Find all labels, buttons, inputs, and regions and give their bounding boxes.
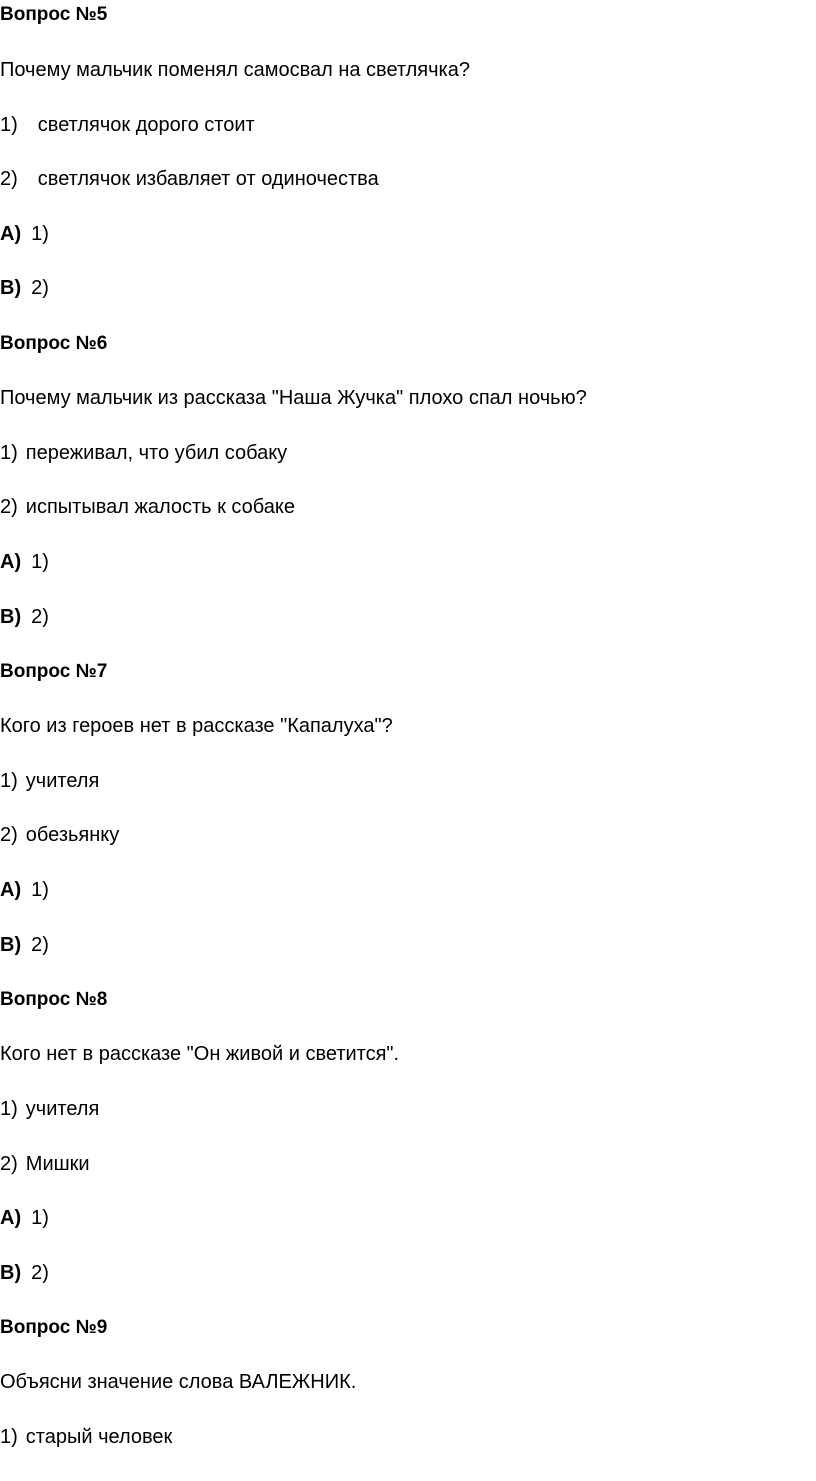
answer-letter: В): [0, 606, 22, 628]
option-text: обезьянку: [25, 824, 120, 846]
question-heading: Вопрос №9: [0, 1317, 108, 1338]
answer-letter: А): [0, 223, 22, 245]
option-number: 1): [0, 1426, 18, 1448]
option-number: 2): [0, 824, 18, 846]
option-number: 1): [0, 114, 18, 136]
question-text: Почему мальчик поменял самосвал на светлячка?: [0, 59, 470, 81]
answer-value: 2): [31, 1262, 49, 1284]
question-text: Почему мальчик из рассказа "Наша Жучка" плохо спал ночью?: [0, 387, 587, 409]
question-text: Кого из героев нет в рассказе "Капалуха"?: [0, 715, 393, 737]
answer-choice: [0, 932, 49, 958]
option-item: [0, 112, 255, 138]
option-text: светлячок избавляет от одиночества: [37, 168, 379, 190]
answer-value: 2): [31, 934, 49, 956]
question-heading: Вопрос №5: [0, 4, 108, 25]
answer-value: 1): [31, 1207, 49, 1229]
option-item: [0, 1424, 172, 1450]
question-heading: Вопрос №6: [0, 333, 108, 354]
answer-value: 1): [31, 223, 49, 245]
option-item: [0, 822, 119, 848]
question-heading: Вопрос №7: [0, 661, 108, 682]
answer-letter: А): [0, 551, 22, 573]
option-text: учителя: [25, 1098, 100, 1120]
option-number: 2): [0, 496, 18, 518]
option-item: [0, 494, 295, 520]
answer-letter: А): [0, 879, 22, 901]
answer-choice: [0, 549, 49, 575]
option-text: переживал, что убил собаку: [25, 442, 288, 464]
option-item: [0, 440, 287, 466]
option-text: светлячок дорого стоит: [37, 114, 255, 136]
answer-choice: [0, 221, 49, 247]
answer-letter: А): [0, 1207, 22, 1229]
answer-value: 1): [31, 879, 49, 901]
answer-choice: [0, 877, 49, 903]
answer-value: 1): [31, 551, 49, 573]
option-text: Мишки: [25, 1153, 90, 1175]
answer-choice: [0, 604, 49, 630]
option-item: [0, 1151, 90, 1177]
question-heading: Вопрос №8: [0, 989, 108, 1010]
option-item: [0, 768, 99, 794]
option-item: [0, 166, 379, 192]
option-text: учителя: [25, 770, 100, 792]
answer-choice: [0, 275, 49, 301]
answer-letter: В): [0, 277, 22, 299]
option-number: 2): [0, 1153, 18, 1175]
option-number: 1): [0, 442, 18, 464]
option-number: 1): [0, 770, 18, 792]
option-number: 1): [0, 1098, 18, 1120]
question-text: Кого нет в рассказе "Он живой и светится".: [0, 1043, 400, 1065]
answer-value: 2): [31, 606, 49, 628]
option-number: 2): [0, 168, 18, 190]
option-text: старый человек: [25, 1426, 173, 1448]
answer-value: 2): [31, 277, 49, 299]
option-item: [0, 1096, 99, 1122]
answer-letter: В): [0, 1262, 22, 1284]
answer-letter: В): [0, 934, 22, 956]
answer-choice: [0, 1260, 49, 1286]
option-text: испытывал жалость к собаке: [25, 496, 295, 518]
question-text: Объясни значение слова ВАЛЕЖНИК.: [0, 1371, 357, 1393]
answer-choice: [0, 1205, 49, 1231]
